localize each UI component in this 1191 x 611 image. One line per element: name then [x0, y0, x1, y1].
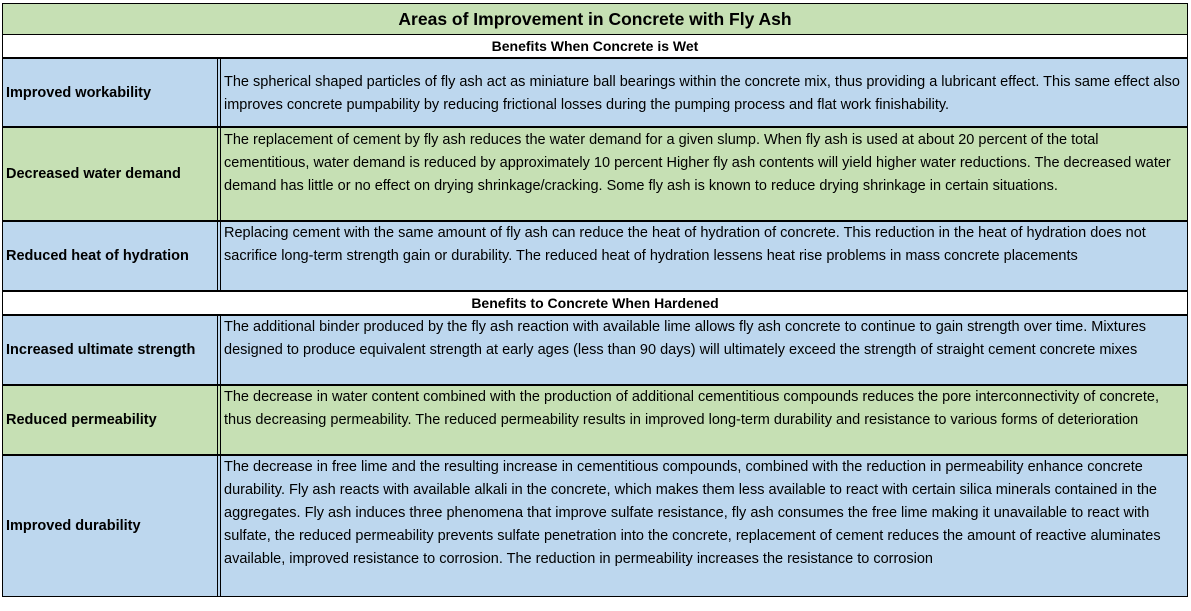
row-description: The replacement of cement by fly ash reduces the water demand for a given slump. When fly ash is used at about 20 percent of the total cementitious, water demand is reduced by approximately 10 percent Higher fly ash contents will yield higher water reductions. The decreased water demand has little or no effect on drying shrinkage/cracking. Some fly ash is known to reduce drying shrinkage in certain situations. — [224, 132, 1171, 194]
row-label: Decreased water demand — [3, 128, 221, 220]
table-row-increased-ultimate-strength — [3, 316, 1187, 386]
table-row-decreased-water-demand — [3, 128, 1187, 222]
table-row-reduced-permeability — [3, 386, 1187, 456]
table-row-reduced-heat-of-hydration — [3, 222, 1187, 292]
table-row-improved-workability — [3, 59, 1187, 128]
row-label: Improved durability — [3, 456, 221, 596]
improvement-table — [2, 3, 1188, 597]
row-label: Reduced permeability — [3, 386, 221, 454]
row-description: The decrease in water content combined with the production of additional cementitious compounds reduces the pore interconnectivity of concrete, thus decreasing permeability. The reduced permeability results in improved long-term durability and resistance to various forms of deterioration — [224, 389, 1159, 428]
row-label: Increased ultimate strength — [3, 316, 221, 384]
row-label: Reduced heat of hydration — [3, 222, 221, 290]
row-description: The additional binder produced by the fly ash reaction with available lime allows fly ash concrete to continue to gain strength over time. Mixtures designed to produce equivalent strength at early ages (less than 90 days) will ultimately exceed the strength of straight cement concrete mixes — [224, 319, 1147, 358]
section-heading-wet: Benefits When Concrete is Wet — [3, 35, 1187, 59]
table-title: Areas of Improvement in Concrete with Fly Ash — [3, 4, 1187, 35]
row-description: Replacing cement with the same amount of fly ash can reduce the heat of hydration of concrete. This reduction in the heat of hydration does not sacrifice long-term strength gain or durability. The reduced heat of hydration lessens heat rise problems in mass concrete placements — [224, 225, 1146, 264]
row-description: The spherical shaped particles of fly ash act as miniature ball bearings within the concrete mix, thus providing a lubricant effect. This same effect also improves concrete pumpability by reducing frictional losses during the pumping process and flat work finishability. — [224, 74, 1180, 113]
row-label: Improved workability — [3, 59, 221, 126]
table-row-improved-durability — [3, 456, 1187, 596]
section-heading-hardened: Benefits to Concrete When Hardened — [3, 292, 1187, 316]
row-description: The decrease in free lime and the resulting increase in cementitious compounds, combined with the reduction in permeability enhance concrete durability. Fly ash reacts with available alkali in the concrete, which makes them less available to react with certain silica minerals contained in the aggregates. Fly ash induces three phenomena that improve sulfate resistance, fly ash consumes the free lime making it unavailable to react with sulfate, the reduced permeability prevents sulfate penetration into the concrete, replacement of cement reduces the amount of reactive aluminates available, improved resistance to corrosion. The reduction in permeability increases the resistance to corrosion — [224, 459, 1161, 567]
